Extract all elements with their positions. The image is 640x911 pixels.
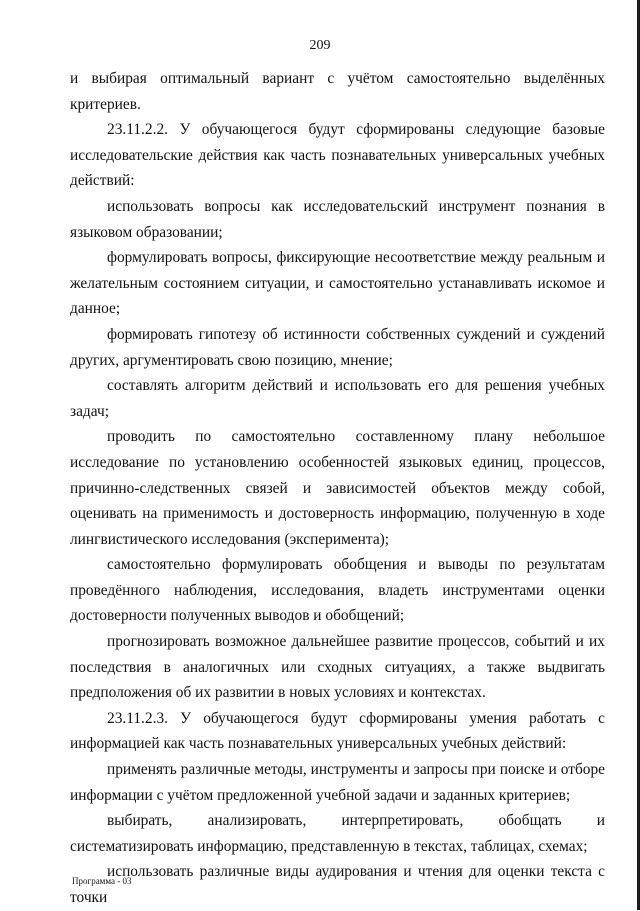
paragraph: самостоятельно формулировать обобщения и выводы по результатам проведённого наблюдения, исследования, владеть инструментами оценки достоверности полученных выводов и обобщений; bbox=[70, 556, 605, 625]
page-number: 209 bbox=[309, 38, 331, 53]
paragraph: формулировать вопросы, фиксирующие несоответствие между реальным и желательным состоянием ситуации, и самостоятельно устанавливать искомое и данное; bbox=[70, 249, 605, 318]
paragraph-last: использовать различные виды аудирования и чтения для оценки текста с точки bbox=[70, 863, 605, 906]
paragraph: составлять алгоритм действий и использовать его для решения учебных задач; bbox=[70, 377, 605, 420]
paragraph-continuation: и выбирая оптимальный вариант с учётом самостоятельно выделённых критериев. bbox=[70, 70, 605, 113]
paragraph: выбирать, анализировать, интерпретировать, обобщать и систематизировать информацию, представленную в текстах, таблицах, схемах; bbox=[70, 812, 605, 855]
paragraph: проводить по самостоятельно составленному плану небольшое исследование по установлению особенностей языковых единиц, процессов, причинно-следственных связей и зависимостей объектов между собой, оценивать на применимость и достоверность информацию, полученную в ходе лингвистического исследования (эксперимента); bbox=[70, 428, 605, 548]
paragraph: использовать вопросы как исследовательский инструмент познания в языковом образовании; bbox=[70, 197, 605, 241]
paragraph: применять различные методы, инструменты и запросы при поиске и отборе информации с учётом предложенной учебной задачи и заданных критериев; bbox=[70, 761, 605, 804]
page-footer: Программа - 03 bbox=[72, 876, 132, 886]
page-body bbox=[70, 66, 605, 911]
paragraph-section-23-11-2-3: 23.11.2.3. У обучающегося будут сформированы умения работать с информацией как часть познавательных универсальных учебных действий: bbox=[70, 709, 605, 753]
paragraph: формировать гипотезу об истинности собственных суждений и суждений других, аргументировать свою позицию, мнение; bbox=[70, 325, 605, 369]
paragraph-section-23-11-2-2: 23.11.2.2. У обучающегося будут сформированы следующие базовые исследовательские действия как часть познавательных универсальных учебных действий: bbox=[70, 121, 605, 190]
paragraph: прогнозировать возможное дальнейшее развитие процессов, событий и их последствия в аналогичных или сходных ситуациях, а также выдвигать предположения об их развитии в новых условиях и контекстах. bbox=[70, 633, 605, 702]
